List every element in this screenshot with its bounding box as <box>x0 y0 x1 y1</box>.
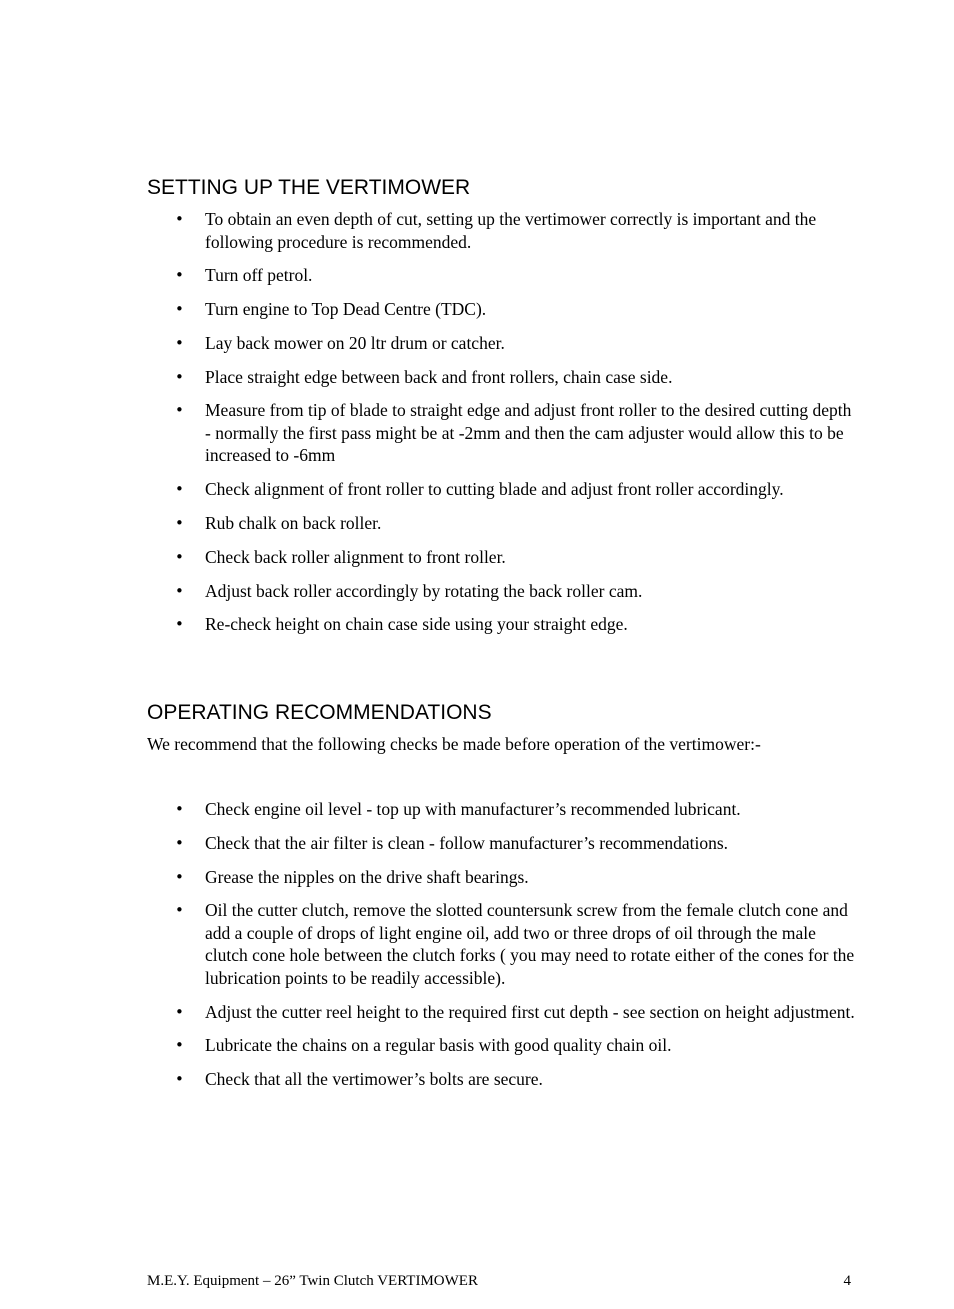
list-item-text: Adjust back roller accordingly by rotating the back roller cam. <box>205 580 643 601</box>
list-item-text: Turn engine to Top Dead Centre (TDC). <box>205 299 487 320</box>
setup-section <box>147 175 857 647</box>
operating-checks-list <box>147 798 857 1091</box>
bullet-icon: • <box>175 266 184 285</box>
bullet-icon: • <box>175 1036 184 1055</box>
list-item-text: Lubricate the chains on a regular basis with good quality chain oil. <box>205 1035 672 1056</box>
list-item-text: Check that the air filter is clean - follow manufacturer’s recommendations. <box>205 832 729 853</box>
list-item-text: Turn off petrol. <box>205 265 313 286</box>
list-item <box>147 399 857 467</box>
page-number: 4 <box>843 1273 851 1289</box>
operating-section <box>147 700 857 1102</box>
bullet-icon: • <box>175 547 184 566</box>
list-item-text: Measure from tip of blade to straight edge and adjust front roller to the desired cutting depth - normally the first pass might be at -2mm and then the cam adjuster would allow this to be increased to -6mm <box>205 400 852 466</box>
list-item <box>147 899 857 989</box>
bullet-icon: • <box>175 210 184 228</box>
list-item <box>147 613 857 636</box>
operating-heading: OPERATING RECOMMENDATIONS <box>147 701 492 724</box>
list-item-text: Check alignment of front roller to cutting blade and adjust front roller accordingly. <box>205 479 784 500</box>
bullet-icon: • <box>175 367 184 386</box>
list-item-text: Lay back mower on 20 ltr drum or catcher. <box>205 332 505 353</box>
list-item <box>147 1068 857 1091</box>
setup-heading: SETTING UP THE VERTIMOWER <box>147 176 471 199</box>
bullet-icon: • <box>175 1002 184 1021</box>
list-item-text: Grease the nipples on the drive shaft bearings. <box>205 866 529 887</box>
operating-intro: We recommend that the following checks be made before operation of the vertimower:- <box>147 734 761 754</box>
list-item <box>147 546 857 569</box>
bullet-icon: • <box>175 300 184 319</box>
setup-steps-list <box>147 208 857 636</box>
list-item <box>147 798 857 821</box>
list-item-text: Check that all the vertimower’s bolts are secure. <box>205 1069 543 1090</box>
list-item <box>147 512 857 535</box>
list-item <box>147 264 857 287</box>
list-item-text: Oil the cutter clutch, remove the slotted countersunk screw from the female clutch cone and add a couple of drops of light engine oil, add two or three drops of oil through the male clutch cone hole between the clutch forks ( you may need to rotate either of the cones for the lubrication points to be readily accessible). <box>205 900 855 988</box>
list-item <box>147 478 857 501</box>
list-item-text: To obtain an even depth of cut, setting up the vertimower correctly is important and the following procedure is recommended. <box>205 209 817 252</box>
bullet-icon: • <box>175 480 184 499</box>
list-item <box>147 866 857 889</box>
list-item <box>147 332 857 355</box>
list-item <box>147 366 857 389</box>
list-item <box>147 580 857 603</box>
bullet-icon: • <box>175 401 184 420</box>
list-item-text: Adjust the cutter reel height to the required first cut depth - see section on height adjustment. <box>205 1001 855 1022</box>
list-item-text: Rub chalk on back roller. <box>205 513 382 534</box>
bullet-icon: • <box>175 333 184 352</box>
list-item <box>147 1001 857 1024</box>
list-item <box>147 208 857 253</box>
list-item <box>147 298 857 321</box>
bullet-icon: • <box>175 867 184 886</box>
list-item-text: Check engine oil level - top up with manufacturer’s recommended lubricant. <box>205 799 741 819</box>
list-item-text: Re-check height on chain case side using your straight edge. <box>205 614 628 635</box>
bullet-icon: • <box>175 800 184 818</box>
list-item <box>147 1034 857 1057</box>
list-item-text: Check back roller alignment to front roller. <box>205 546 506 567</box>
bullet-icon: • <box>175 514 184 533</box>
bullet-icon: • <box>175 901 184 920</box>
bullet-icon: • <box>175 615 184 634</box>
bullet-icon: • <box>175 1070 184 1089</box>
bullet-icon: • <box>175 581 184 600</box>
list-item <box>147 832 857 855</box>
list-item-text: Place straight edge between back and front rollers, chain case side. <box>205 366 673 387</box>
footer-title: M.E.Y. Equipment – 26” Twin Clutch VERTIMOWER <box>147 1273 478 1289</box>
bullet-icon: • <box>175 833 184 852</box>
